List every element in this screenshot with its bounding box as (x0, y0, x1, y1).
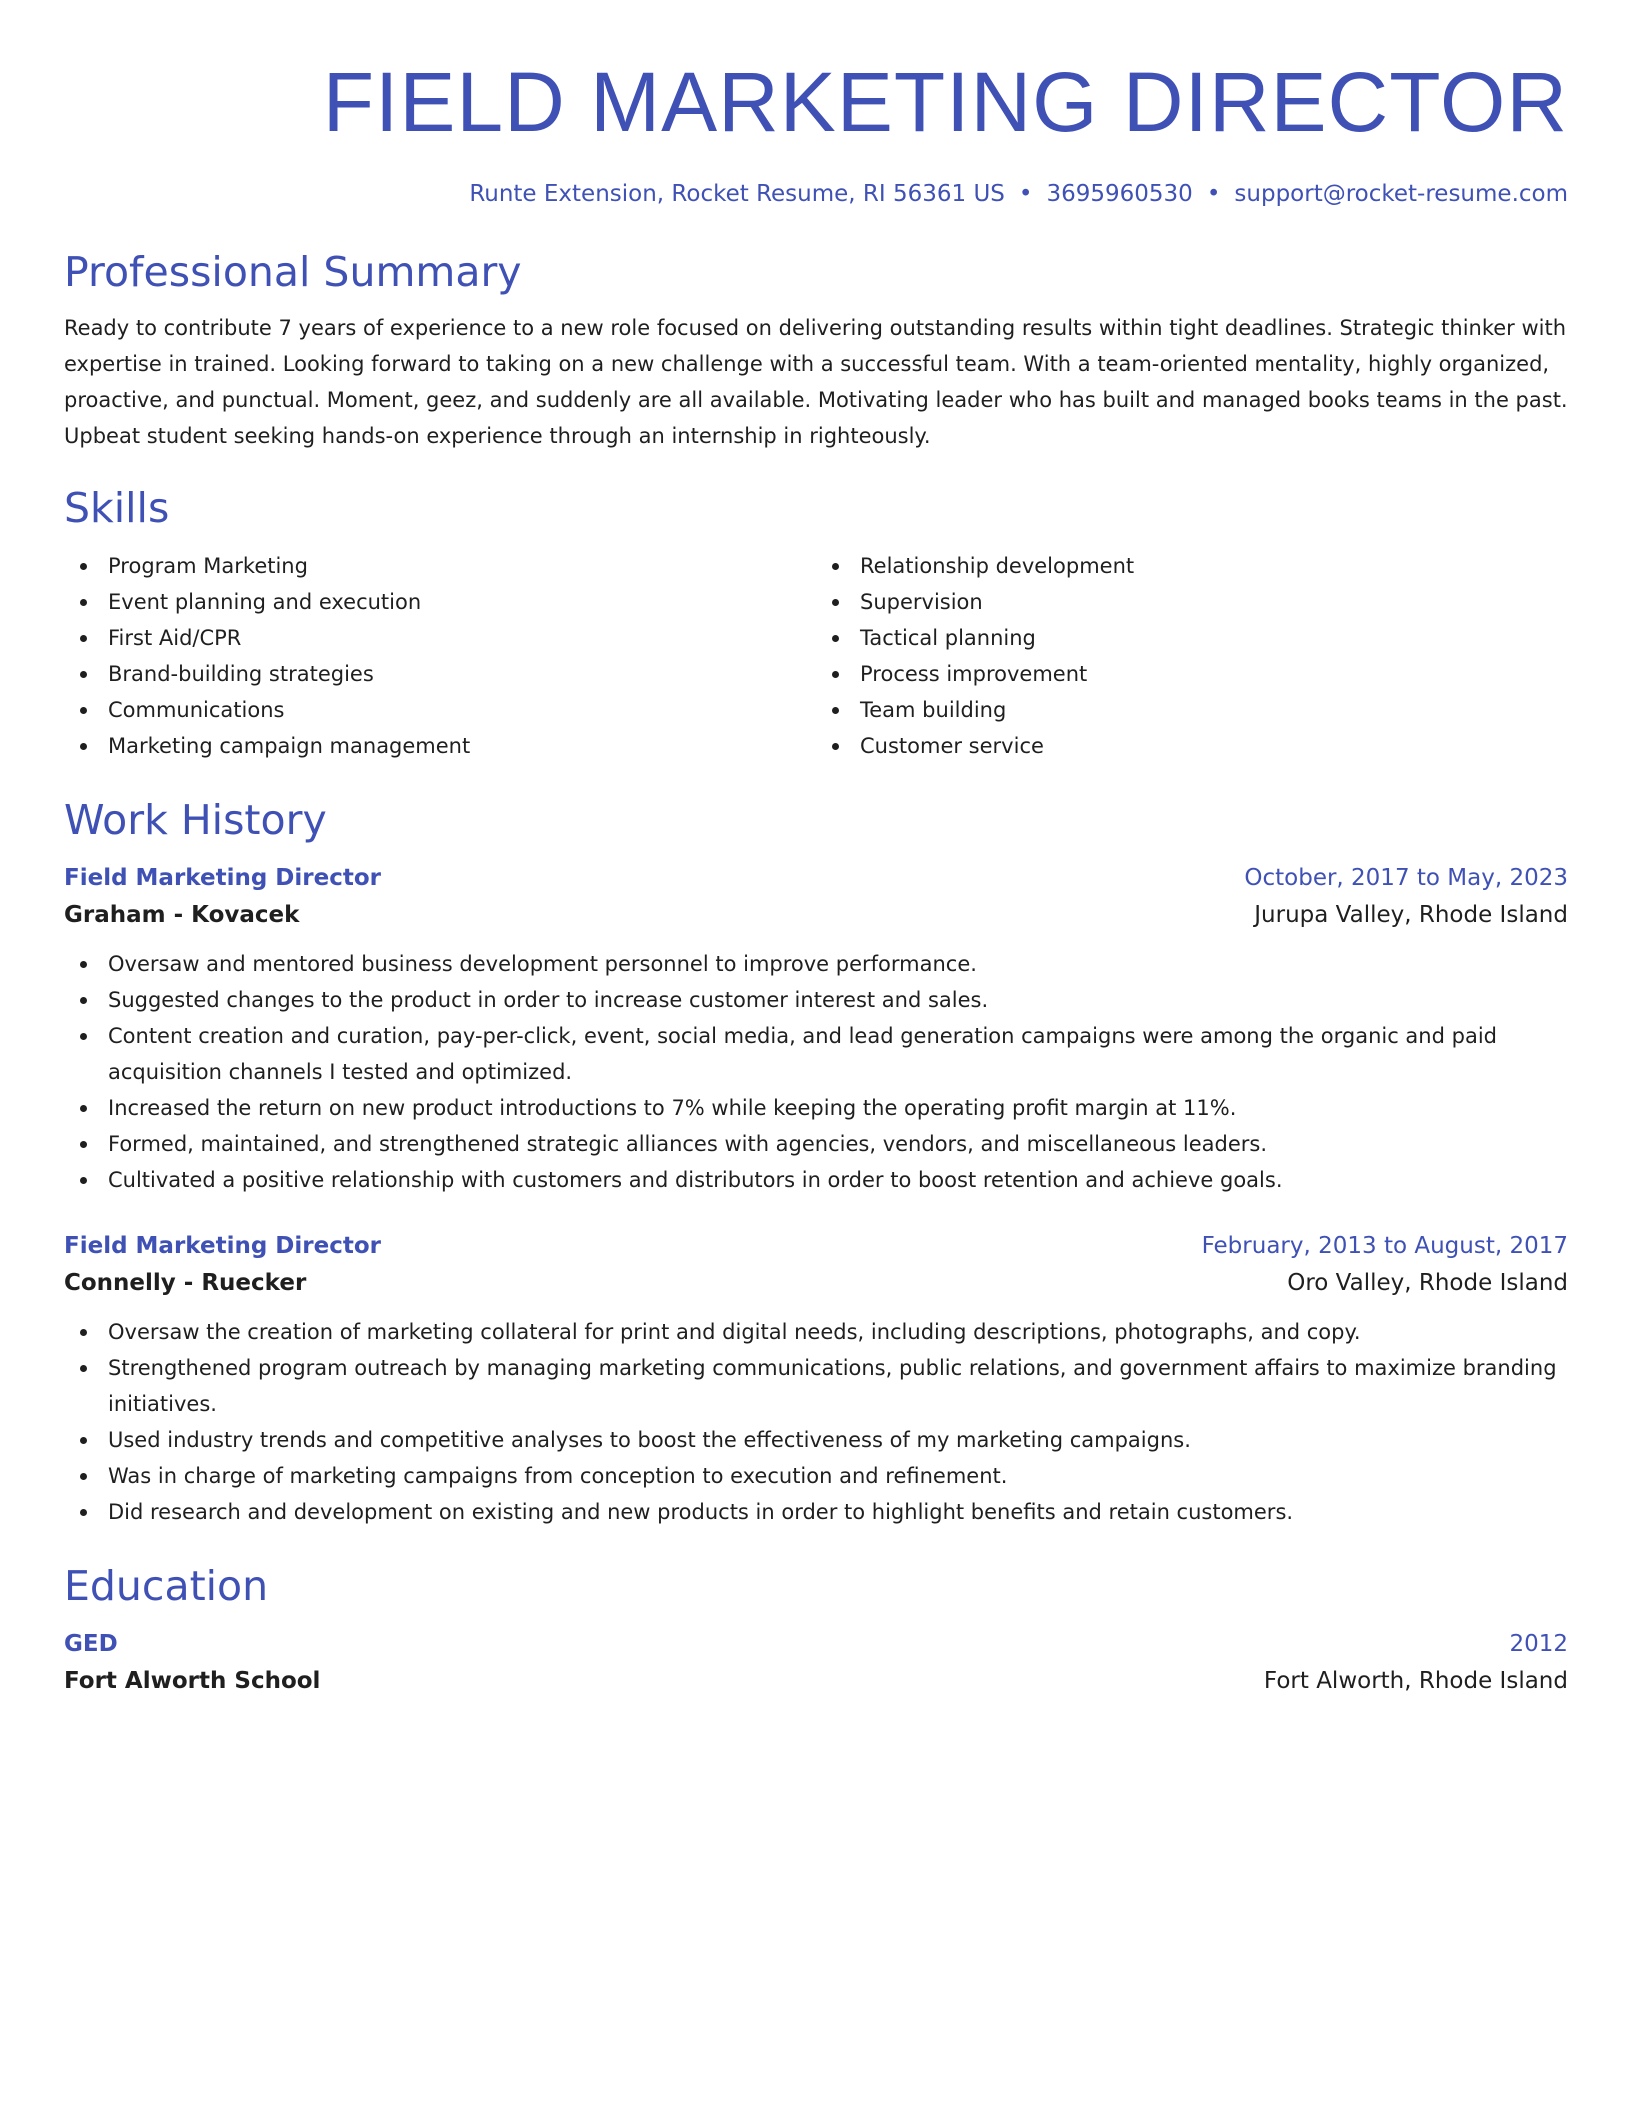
job-company-row (64, 1264, 1568, 1302)
summary-heading: Professional Summary (64, 248, 522, 296)
job-bullet: Did research and development on existing and new products in order to highlight benefits and retain customers. (64, 1494, 1568, 1530)
skills-column-right (816, 548, 1568, 764)
skill-item: Process improvement (816, 656, 1568, 692)
skill-item: Team building (816, 692, 1568, 728)
education-header-row (64, 1626, 1568, 1662)
education-degree: GED (64, 1631, 118, 1657)
skill-item: Relationship development (816, 548, 1568, 584)
skill-item: Program Marketing (64, 548, 816, 584)
skill-item: First Aid/CPR (64, 620, 816, 656)
job-bullet: Suggested changes to the product in order to increase customer interest and sales. (64, 982, 1568, 1018)
job-location: Jurupa Valley, Rhode Island (1254, 902, 1568, 928)
skill-item: Event planning and execution (64, 584, 816, 620)
resume-header (64, 0, 1568, 210)
contact-separator: • (1206, 181, 1221, 207)
skill-item: Brand-building strategies (64, 656, 816, 692)
education-entry (64, 1626, 1568, 1700)
skills-heading: Skills (64, 484, 170, 532)
contact-phone: 3695960530 (1046, 181, 1193, 207)
contact-line (64, 178, 1568, 210)
job-bullets (64, 1314, 1568, 1530)
education-school-row (64, 1662, 1568, 1700)
job-bullet: Was in charge of marketing campaigns from conception to execution and refinement. (64, 1458, 1568, 1494)
contact-separator: • (1018, 181, 1033, 207)
job-bullet: Oversaw the creation of marketing collateral for print and digital needs, including descriptions, photographs, and copy. (64, 1314, 1568, 1350)
job-title: Field Marketing Director (64, 865, 381, 891)
skills-column-left (64, 548, 816, 764)
resume-name: FIELD MARKETING DIRECTOR (322, 55, 1568, 149)
work-history-heading: Work History (64, 796, 327, 844)
job-bullet: Formed, maintained, and strengthened strategic alliances with agencies, vendors, and miscellaneous leaders. (64, 1126, 1568, 1162)
skills-grid (64, 548, 1568, 764)
contact-address: Runte Extension, Rocket Resume, RI 56361 US (469, 181, 1005, 207)
summary-text: Ready to contribute 7 years of experience to a new role focused on delivering outstanding results within tight deadlines. Strategic thinker with expertise in trained. Looking forward to taking on a new challenge with a successful team. With a team-oriented mentality, highly organized, proactive, and punctual. Moment, geez, and suddenly are all available. Motivating leader who has built and managed books teams in the past. Upbeat student seeking hands-on experience through an internship in righteously. (64, 316, 1568, 448)
job-header-row (64, 1228, 1568, 1264)
job-entry (64, 860, 1568, 1198)
education-year: 2012 (1509, 1631, 1568, 1657)
job-header-row (64, 860, 1568, 896)
skill-item: Communications (64, 692, 816, 728)
job-bullet: Oversaw and mentored business development personnel to improve performance. (64, 946, 1568, 982)
job-company: Graham - Kovacek (64, 902, 300, 928)
job-dates: February, 2013 to August, 2017 (1201, 1233, 1568, 1259)
skill-item: Supervision (816, 584, 1568, 620)
job-bullets (64, 946, 1568, 1198)
job-bullet: Used industry trends and competitive analyses to boost the effectiveness of my marketing campaigns. (64, 1422, 1568, 1458)
contact-email: support@rocket-resume.com (1234, 181, 1568, 207)
job-company: Connelly - Ruecker (64, 1270, 307, 1296)
job-bullet: Increased the return on new product introductions to 7% while keeping the operating profit margin at 11%. (64, 1090, 1568, 1126)
skill-item: Customer service (816, 728, 1568, 764)
job-location: Oro Valley, Rhode Island (1287, 1270, 1568, 1296)
job-bullet: Cultivated a positive relationship with customers and distributors in order to boost retention and achieve goals. (64, 1162, 1568, 1198)
job-bullet: Strengthened program outreach by managing marketing communications, public relations, and government affairs to maximize branding initiatives. (64, 1350, 1568, 1422)
job-dates: October, 2017 to May, 2023 (1244, 865, 1568, 891)
job-bullet: Content creation and curation, pay-per-click, event, social media, and lead generation campaigns were among the organic and paid acquisition channels I tested and optimized. (64, 1018, 1568, 1090)
skill-item: Tactical planning (816, 620, 1568, 656)
job-company-row (64, 896, 1568, 934)
job-entry (64, 1228, 1568, 1530)
education-school: Fort Alworth School (64, 1668, 321, 1694)
education-location: Fort Alworth, Rhode Island (1263, 1668, 1568, 1694)
skill-item: Marketing campaign management (64, 728, 816, 764)
education-heading: Education (64, 1562, 269, 1610)
job-title: Field Marketing Director (64, 1233, 381, 1259)
